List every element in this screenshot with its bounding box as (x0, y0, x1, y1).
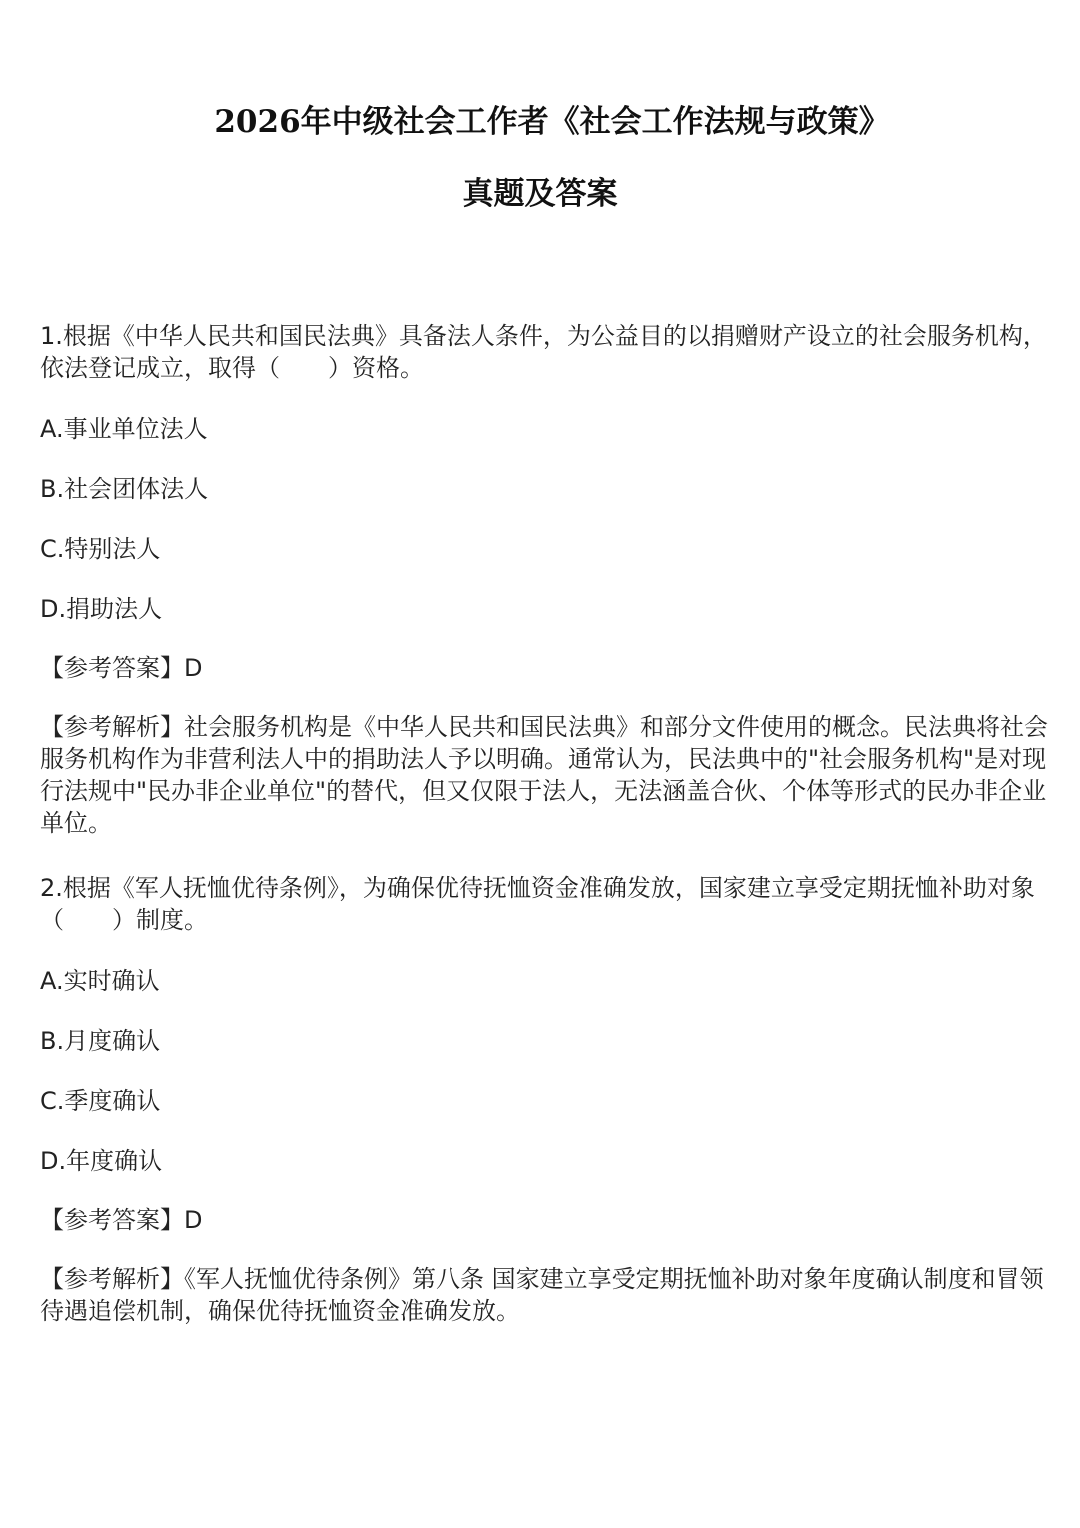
question-1-option-b: B.社会团体法人 (40, 475, 209, 503)
question-2-stem: 2.根据《军人抚恤优待条例》，为确保优待抚恤资金准确发放，国家建立享受定期抚恤补助对象（ ）制度。 (40, 874, 1035, 934)
question-1-answer: 【参考答案】D (40, 654, 203, 682)
question-2-option-c: C.季度确认 (40, 1087, 161, 1115)
question-2-analysis: 【参考解析】《军人抚恤优待条例》第八条 国家建立享受定期抚恤补助对象年度确认制度和冒领待遇追偿机制，确保优待抚恤资金准确发放。 (40, 1265, 1044, 1325)
question-1-option-d: D.捐助法人 (40, 595, 163, 623)
document-title: 2026年中级社会工作者《社会工作法规与政策》 (214, 104, 890, 140)
question-1-stem: 1.根据《中华人民共和国民法典》具备法人条件，为公益目的以捐赠财产设立的社会服务机构，依法登记成立，取得（ ）资格。 (40, 322, 1047, 382)
question-2-answer: 【参考答案】D (40, 1206, 203, 1234)
question-1-option-a: A.事业单位法人 (40, 415, 208, 443)
document-subtitle: 真题及答案 (462, 176, 618, 212)
question-1-analysis: 【参考解析】社会服务机构是《中华人民共和国民法典》和部分文件使用的概念。民法典将社会服务机构作为非营利法人中的捐助法人予以明确。通常认为，民法典中的"社会服务机构"是对现行法规中"民办非企业单位"的替代，但又仅限于法人，无法涵盖合伙、个体等形式的民办非企业单位。 (40, 713, 1048, 837)
question-1-option-c: C.特别法人 (40, 535, 161, 563)
question-2-option-a: A.实时确认 (40, 967, 160, 995)
question-2-option-b: B.月度确认 (40, 1027, 161, 1055)
question-2-option-d: D.年度确认 (40, 1147, 163, 1175)
